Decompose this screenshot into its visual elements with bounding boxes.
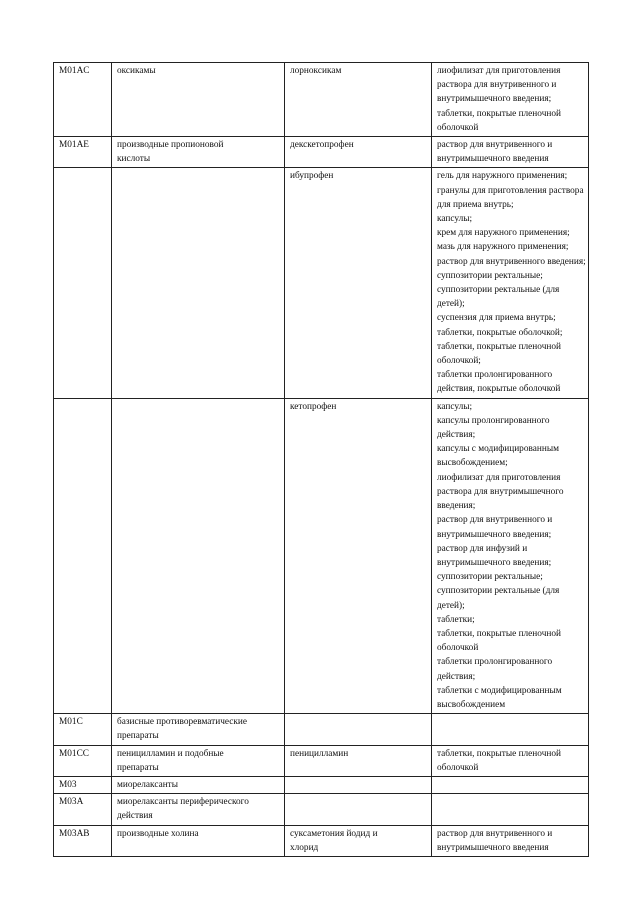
dosage-forms-line: таблетки, покрытые пленочной <box>437 748 561 759</box>
dosage-forms-line: мазь для наружного применения; <box>437 242 569 253</box>
group-name-line: базисные противоревматические <box>117 717 247 728</box>
group-name-cell <box>112 137 285 168</box>
dosage-forms-line: детей); <box>437 299 465 310</box>
dosage-forms-line: оболочкой; <box>437 356 481 367</box>
drug-name-cell <box>285 745 432 776</box>
table-row <box>54 398 589 713</box>
dosage-forms-line: лиофилизат для приготовления <box>437 66 561 76</box>
drug-name-cell <box>285 398 432 713</box>
dosage-forms-line: раствор для внутривенного и <box>437 140 553 151</box>
table-row <box>54 745 589 776</box>
dosage-forms-line: суспензия для приема внутрь; <box>437 313 556 324</box>
group-name-line: кислоты <box>117 154 151 165</box>
dosage-forms-line: таблетки; <box>437 614 475 625</box>
group-name-line: миорелаксанты <box>117 779 178 790</box>
dosage-forms-line: для приема внутрь; <box>437 199 514 210</box>
dosage-forms-cell <box>432 776 589 793</box>
dosage-forms-cell <box>432 137 589 168</box>
group-name-cell <box>112 168 285 398</box>
dosage-forms-line: раствор для инфузий и <box>437 543 528 554</box>
dosage-forms-line: лиофилизат для приготовления <box>437 472 561 483</box>
dosage-forms-cell <box>432 63 589 137</box>
drug-name-cell <box>285 168 432 398</box>
atc-code-cell: M03A <box>54 794 112 825</box>
drug-name-cell <box>285 776 432 793</box>
dosage-forms-line: действия; <box>437 671 476 682</box>
group-name-cell <box>112 745 285 776</box>
drug-name-line: суксаметония йодид и <box>290 828 378 839</box>
table-row <box>54 825 589 856</box>
atc-code-cell: M01C <box>54 714 112 745</box>
dosage-forms-line: суппозитории ректальные; <box>437 572 543 583</box>
dosage-forms-cell <box>432 825 589 856</box>
dosage-forms-line: суппозитории ректальные (для <box>437 586 560 597</box>
dosage-forms-line: крем для наружного применения; <box>437 228 570 239</box>
dosage-forms-line: введения; <box>437 501 476 512</box>
dosage-forms-line: раствор для внутривенного и <box>437 515 553 526</box>
group-name-line: производные холина <box>117 828 199 839</box>
atc-code-cell: M03 <box>54 776 112 793</box>
dosage-forms-line: капсулы пролонгированного <box>437 415 550 426</box>
drug-name-line: лорноксикам <box>290 66 342 76</box>
dosage-forms-line: таблетки пролонгированного <box>437 657 553 668</box>
drug-name-cell <box>285 794 432 825</box>
table-row <box>54 794 589 825</box>
dosage-forms-line: капсулы; <box>437 401 473 412</box>
table-row <box>54 168 589 398</box>
dosage-forms-line: таблетки, покрытые пленочной <box>437 108 561 119</box>
group-name-line: пеницилламин и подобные <box>117 748 224 759</box>
table-row <box>54 63 589 137</box>
dosage-forms-line: таблетки пролонгированного <box>437 370 553 381</box>
dosage-forms-cell <box>432 794 589 825</box>
dosage-forms-line: внутримышечного введения; <box>437 529 552 540</box>
dosage-forms-line: внутримышечного введения; <box>437 94 552 105</box>
drug-name-cell <box>285 137 432 168</box>
dosage-forms-line: высвобождением <box>437 699 506 710</box>
dosage-forms-line: таблетки, покрытые оболочкой; <box>437 327 563 338</box>
table-row <box>54 776 589 793</box>
table-row <box>54 714 589 745</box>
dosage-forms-line: действия; <box>437 430 476 441</box>
group-name-cell <box>112 794 285 825</box>
group-name-cell <box>112 714 285 745</box>
drug-name-cell <box>285 714 432 745</box>
dosage-forms-line: суппозитории ректальные (для <box>437 285 560 296</box>
dosage-forms-line: раствора для внутримышечного <box>437 486 564 497</box>
dosage-forms-line: внутримышечного введения <box>437 154 549 165</box>
dosage-forms-line: капсулы; <box>437 214 473 225</box>
group-name-line: препараты <box>117 762 159 773</box>
group-name-line: действия <box>117 811 153 822</box>
dosage-forms-line: таблетки с модифицированным <box>437 685 562 696</box>
atc-code-cell: M01CC <box>54 745 112 776</box>
atc-code-cell: M01AC <box>54 63 112 137</box>
dosage-forms-cell <box>432 398 589 713</box>
drug-name-line: ибупрофен <box>290 171 334 182</box>
drug-name-cell <box>285 63 432 137</box>
dosage-forms-line: капсулы с модифицированным <box>437 444 559 455</box>
drug-name-line: хлорид <box>290 842 319 853</box>
dosage-forms-line: гель для наружного применения; <box>437 171 568 182</box>
dosage-forms-line: суппозитории ректальные; <box>437 270 543 281</box>
dosage-forms-line: оболочкой <box>437 762 479 773</box>
dosage-forms-line: внутримышечного введения <box>437 842 549 853</box>
group-name-line: производные пропионовой <box>117 140 224 151</box>
dosage-forms-line: раствора для внутривенного и <box>437 80 557 91</box>
atc-code-cell: M01AE <box>54 137 112 168</box>
group-name-line: препараты <box>117 731 159 742</box>
dosage-forms-line: действия, покрытые оболочкой <box>437 384 561 395</box>
atc-code-cell <box>54 398 112 713</box>
group-name-cell <box>112 63 285 137</box>
dosage-forms-line: высвобождением; <box>437 458 508 469</box>
group-name-cell <box>112 398 285 713</box>
dosage-forms-cell <box>432 168 589 398</box>
dosage-forms-line: гранулы для приготовления раствора <box>437 185 584 196</box>
group-name-line: оксикамы <box>117 66 156 76</box>
dosage-forms-line: таблетки, покрытые пленочной <box>437 341 561 352</box>
drug-name-line: пеницилламин <box>290 748 349 759</box>
dosage-forms-cell <box>432 714 589 745</box>
drug-list-table <box>53 62 589 857</box>
dosage-forms-cell <box>432 745 589 776</box>
drug-name-line: кетопрофен <box>290 401 337 412</box>
dosage-forms-line: внутримышечного введения; <box>437 557 552 568</box>
table-row <box>54 137 589 168</box>
dosage-forms-line: раствор для внутривенного введения; <box>437 256 586 267</box>
drug-name-line: декскетопрофен <box>290 140 354 151</box>
dosage-forms-line: таблетки, покрытые пленочной <box>437 628 561 639</box>
atc-code-cell: M03AB <box>54 825 112 856</box>
group-name-cell <box>112 825 285 856</box>
group-name-cell <box>112 776 285 793</box>
dosage-forms-line: оболочкой <box>437 122 479 133</box>
dosage-forms-line: раствор для внутривенного и <box>437 828 553 839</box>
dosage-forms-line: оболочкой <box>437 643 479 654</box>
dosage-forms-line: детей); <box>437 600 465 611</box>
atc-code-cell <box>54 168 112 398</box>
table-body <box>54 63 589 857</box>
drug-name-cell <box>285 825 432 856</box>
group-name-line: миорелаксанты периферического <box>117 797 249 808</box>
